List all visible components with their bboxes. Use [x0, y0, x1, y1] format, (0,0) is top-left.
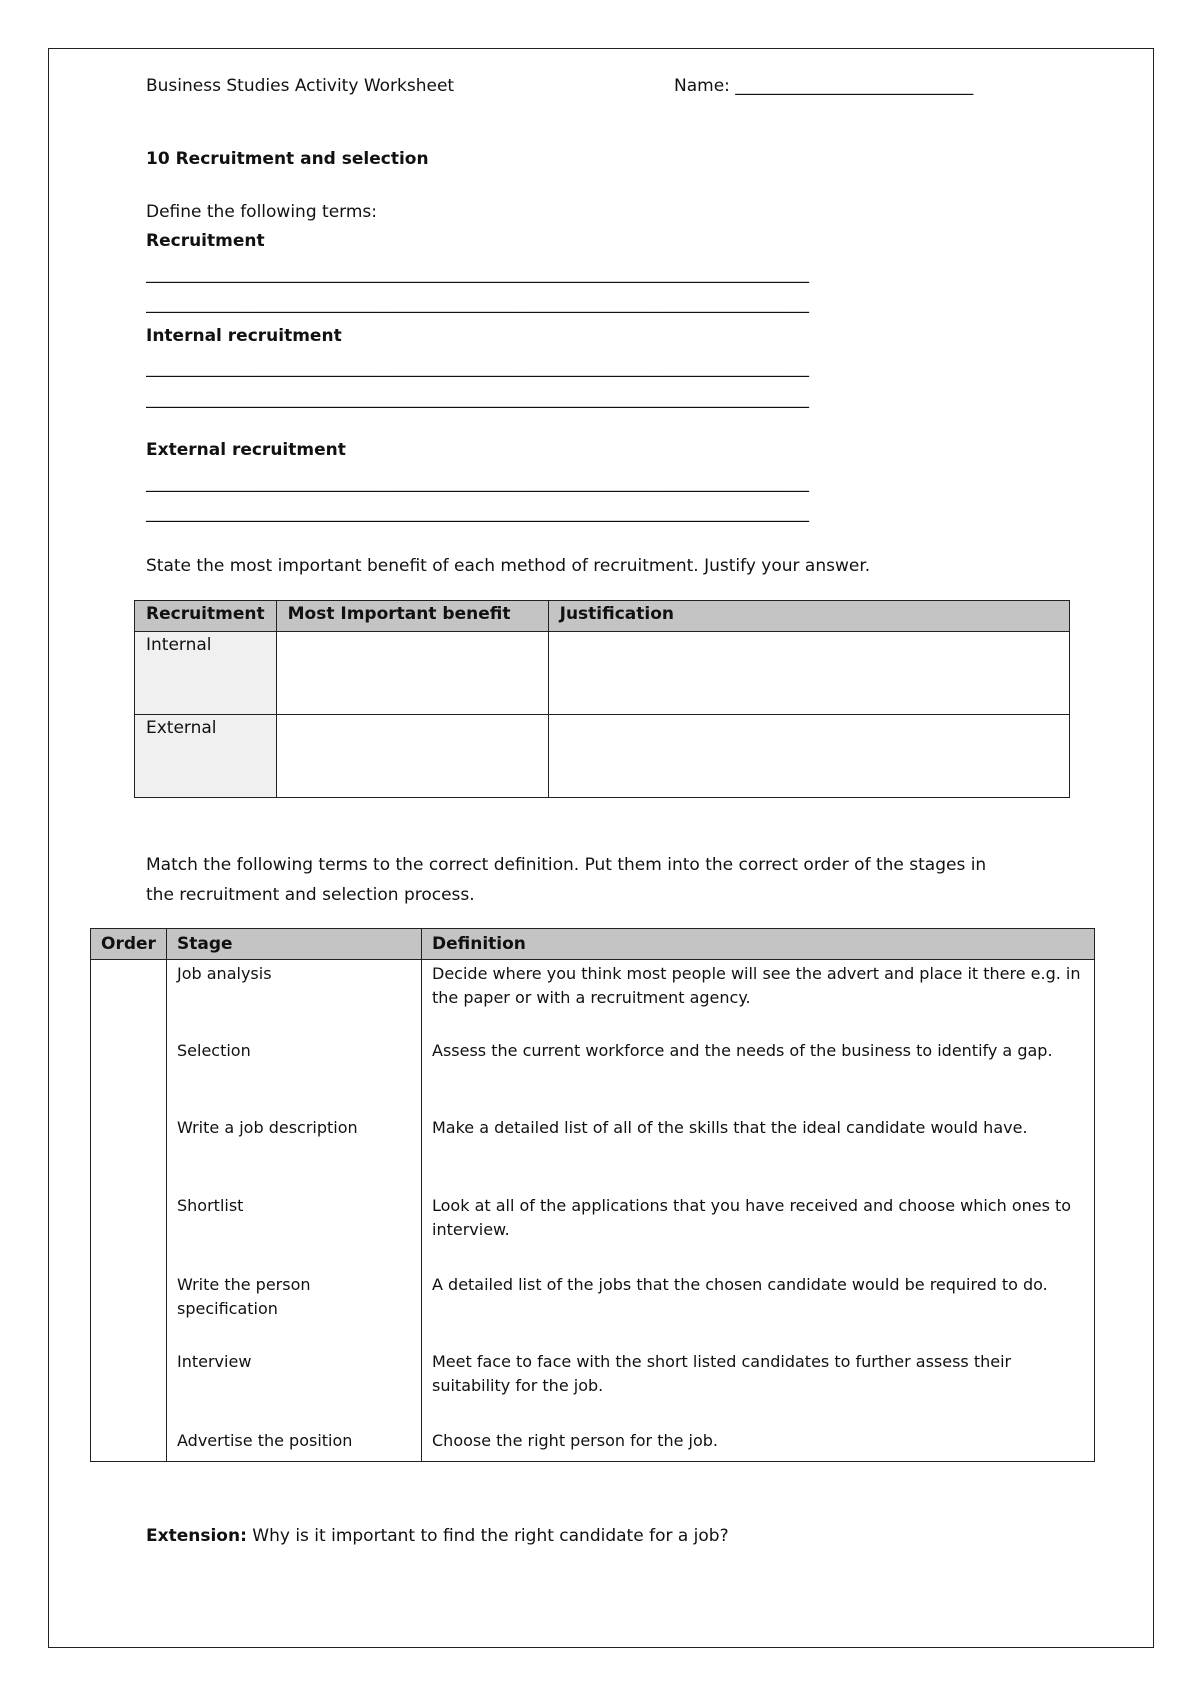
order-cell[interactable]: [91, 1348, 167, 1427]
table-row: [135, 715, 1070, 798]
stage-cell: Write a job description: [167, 1114, 422, 1192]
match-instruction-line-1: Match the following terms to the correct definition. Put them into the correct order of the stages in: [146, 855, 987, 875]
header-definition: Definition: [422, 929, 1095, 960]
row-label-external: External: [135, 715, 277, 798]
header-recruitment: Recruitment: [135, 601, 277, 632]
table-row: [91, 960, 1095, 1037]
answer-line[interactable]: ______________________________________________________________________________: [146, 264, 809, 284]
row-label-internal: Internal: [135, 632, 277, 715]
extension-text: Why is it important to find the right candidate for a job?: [246, 1526, 729, 1546]
benefit-instruction: State the most important benefit of each method of recruitment. Justify your answer.: [146, 556, 871, 576]
stage-cell: Advertise the position: [167, 1427, 422, 1462]
order-cell[interactable]: [91, 1427, 167, 1462]
stage-cell: Job analysis: [167, 960, 422, 1037]
extension-label: Extension:: [146, 1526, 247, 1546]
table-row: [91, 1427, 1095, 1462]
term-recruitment: Recruitment: [146, 231, 265, 251]
table-row: [135, 632, 1070, 715]
definition-cell: Look at all of the applications that you have received and choose which ones to interview.: [422, 1192, 1095, 1271]
definition-cell: A detailed list of the jobs that the chosen candidate would be required to do.: [422, 1271, 1095, 1348]
order-cell[interactable]: [91, 1192, 167, 1271]
table-row: [91, 1271, 1095, 1348]
term-internal-recruitment: Internal recruitment: [146, 326, 342, 346]
table-row: [91, 1037, 1095, 1114]
header-justification: Justification: [548, 601, 1069, 632]
define-instruction: Define the following terms:: [146, 202, 377, 222]
stage-cell: Shortlist: [167, 1192, 422, 1271]
name-field[interactable]: Name: ____________________________: [674, 76, 974, 96]
table-row: [91, 1348, 1095, 1427]
definition-cell: Assess the current workforce and the needs of the business to identify a gap.: [422, 1037, 1095, 1114]
benefit-cell[interactable]: [276, 715, 548, 798]
answer-line[interactable]: ______________________________________________________________________________: [146, 503, 809, 523]
stage-cell: Interview: [167, 1348, 422, 1427]
stage-cell: Write the person specification: [167, 1271, 422, 1348]
worksheet-title: Business Studies Activity Worksheet: [146, 76, 455, 96]
table-row: [91, 1192, 1095, 1271]
answer-line[interactable]: ______________________________________________________________________________: [146, 389, 809, 409]
order-cell[interactable]: [91, 1037, 167, 1114]
order-cell[interactable]: [91, 1114, 167, 1192]
section-heading: 10 Recruitment and selection: [146, 149, 429, 169]
definition-cell: Choose the right person for the job.: [422, 1427, 1095, 1462]
header-most-important-benefit: Most Important benefit: [276, 601, 548, 632]
header-stage: Stage: [167, 929, 422, 960]
answer-line[interactable]: ______________________________________________________________________________: [146, 473, 809, 493]
definition-cell: Make a detailed list of all of the skills that the ideal candidate would have.: [422, 1114, 1095, 1192]
benefit-table: [134, 600, 1070, 798]
stage-table: [90, 928, 1095, 1462]
definition-cell: Decide where you think most people will see the advert and place it there e.g. in the paper or with a recruitment agency.: [422, 960, 1095, 1037]
benefit-cell[interactable]: [276, 632, 548, 715]
header-order: Order: [91, 929, 167, 960]
justification-cell[interactable]: [548, 632, 1069, 715]
justification-cell[interactable]: [548, 715, 1069, 798]
answer-line[interactable]: ______________________________________________________________________________: [146, 358, 809, 378]
match-instruction-line-2: the recruitment and selection process.: [146, 885, 475, 905]
answer-line[interactable]: ______________________________________________________________________________: [146, 294, 809, 314]
table-row: [91, 1114, 1095, 1192]
definition-cell: Meet face to face with the short listed candidates to further assess their suitability for the job.: [422, 1348, 1095, 1427]
stage-cell: Selection: [167, 1037, 422, 1114]
order-cell[interactable]: [91, 960, 167, 1037]
extension-question: [146, 1526, 729, 1546]
term-external-recruitment: External recruitment: [146, 440, 346, 460]
order-cell[interactable]: [91, 1271, 167, 1348]
